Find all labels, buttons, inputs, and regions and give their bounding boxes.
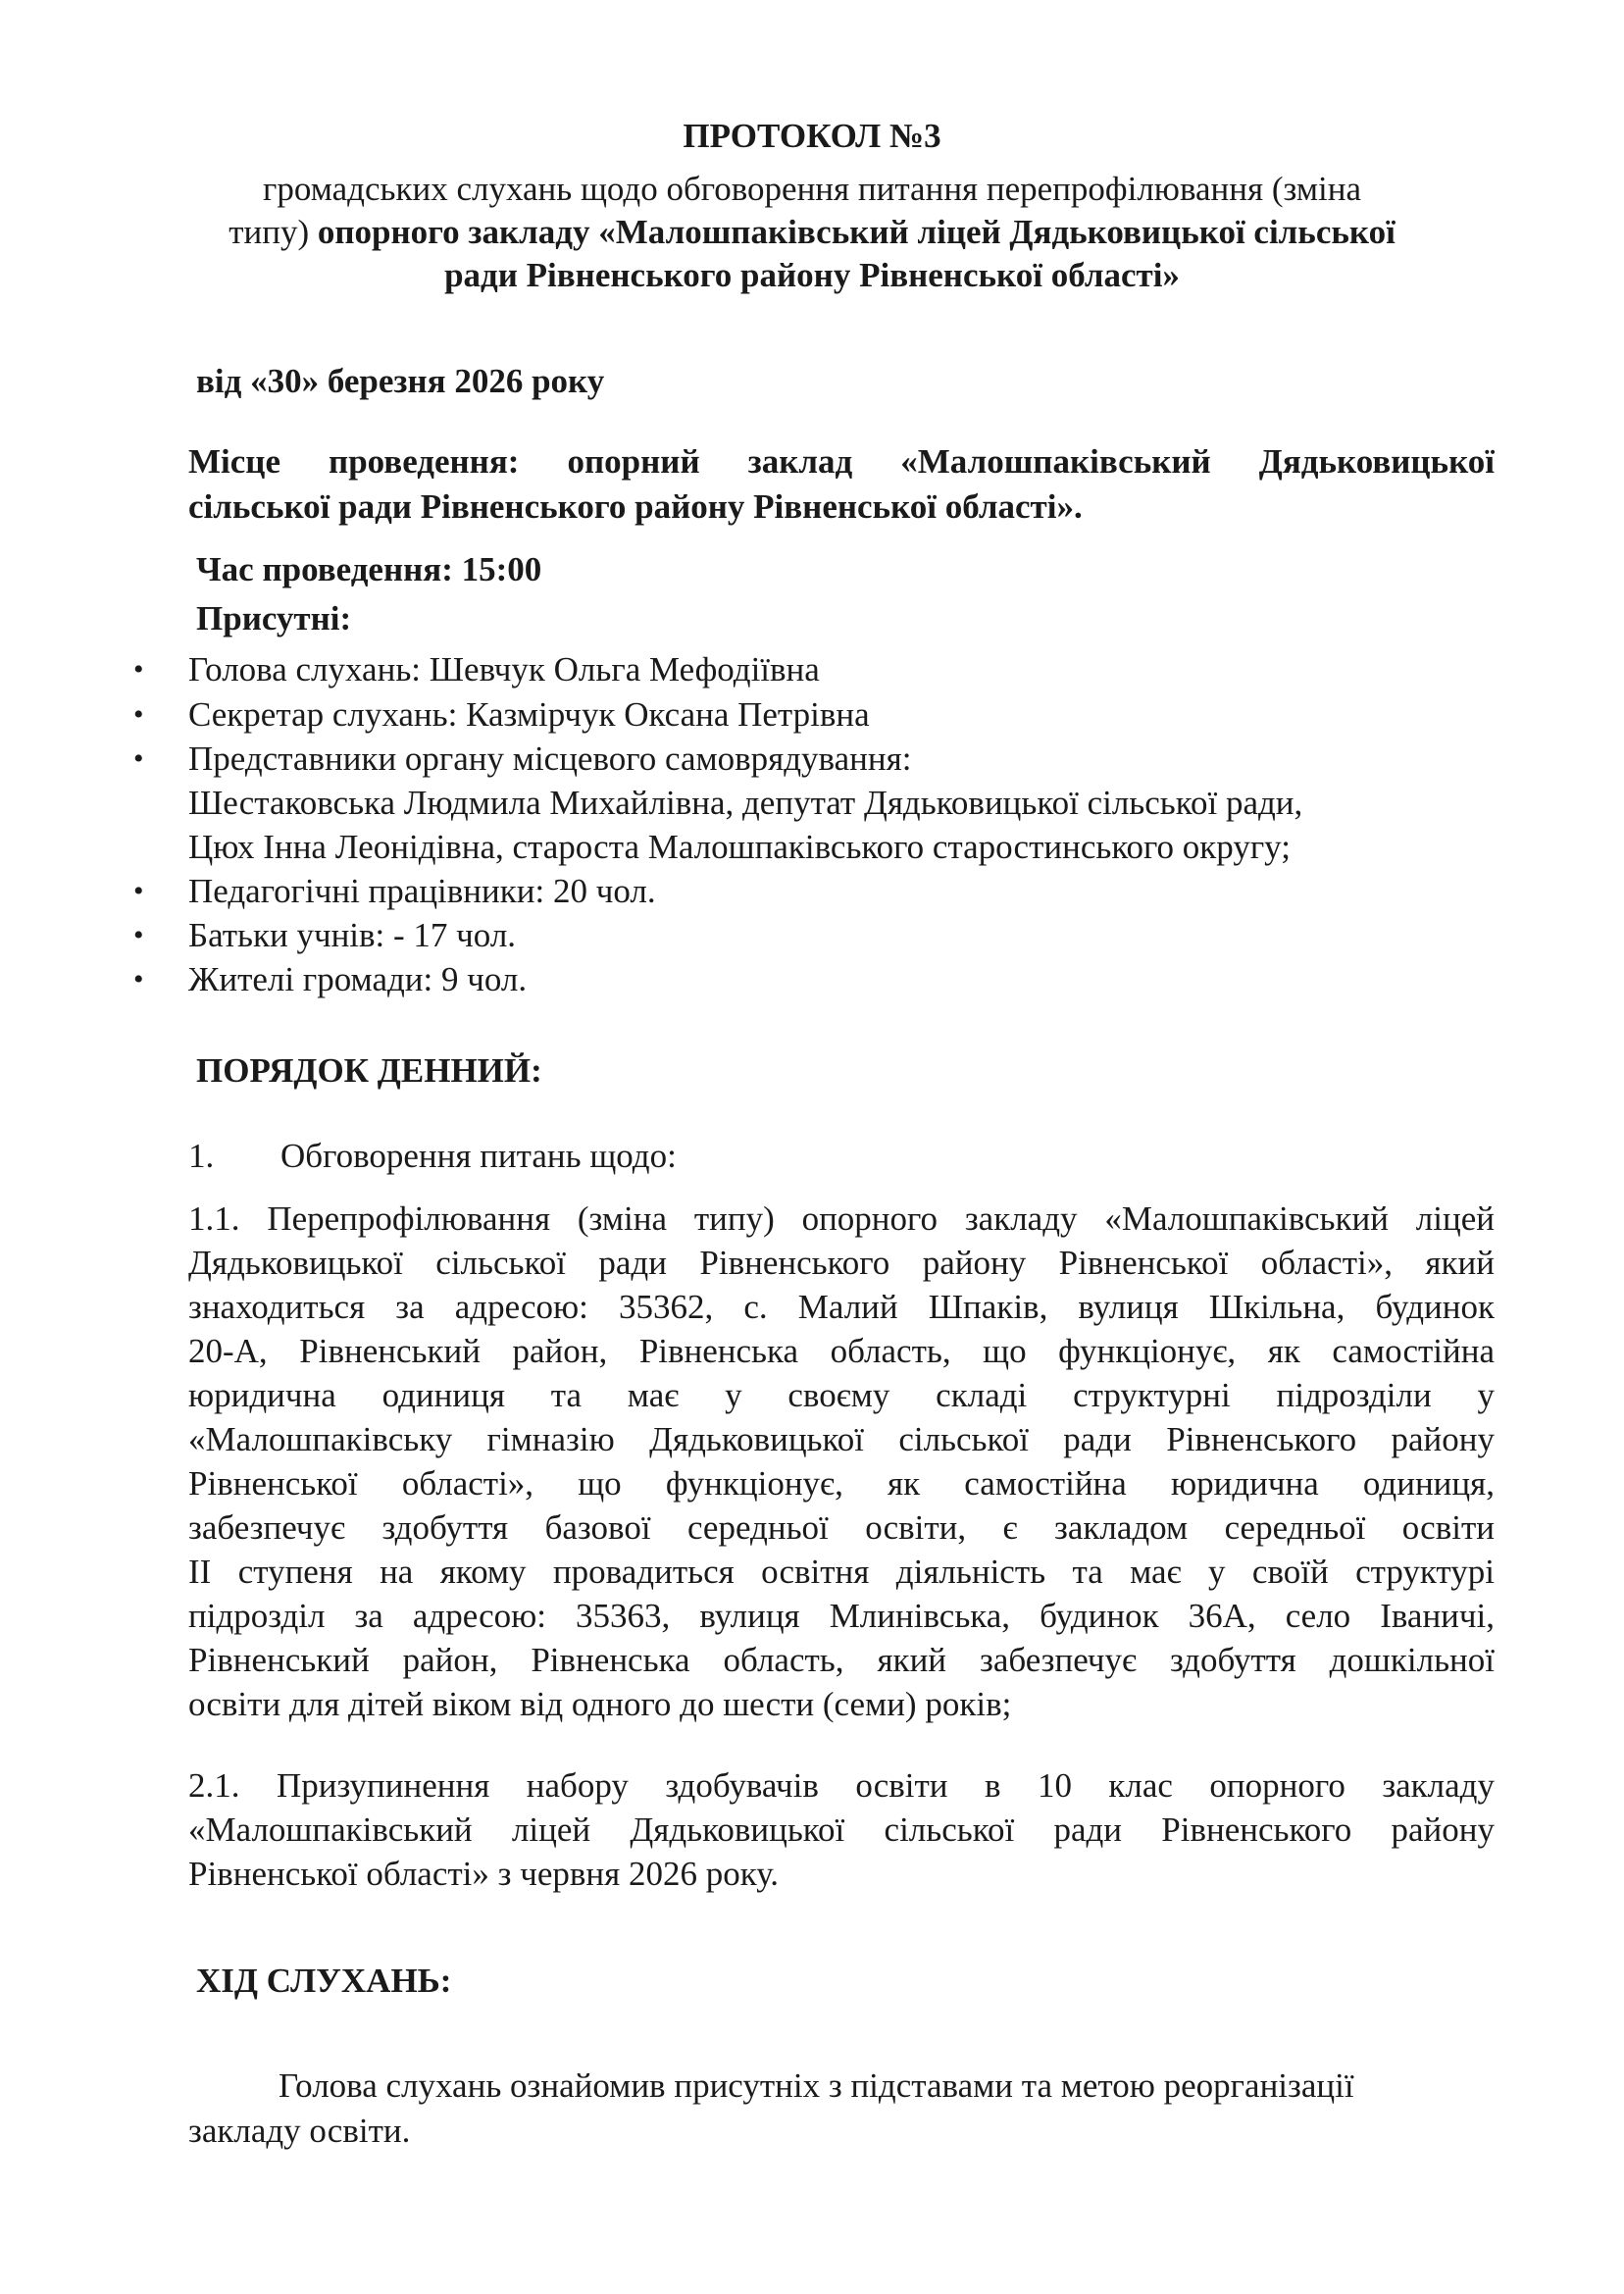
agenda-p1-line: 20-А, Рівненський район, Рівненська область, що функціонує, як самостійна bbox=[188, 1332, 1495, 1370]
agenda-p1-line: 1.1. Перепрофілювання (зміна типу) опорного закладу «Малошпаківський ліцей bbox=[188, 1199, 1495, 1238]
bullet-icon: • bbox=[133, 919, 144, 951]
document-title: ПРОТОКОЛ №3 bbox=[683, 117, 941, 155]
attendee-government: Представники органу місцевого самоврядування: bbox=[188, 739, 912, 778]
bullet-icon: • bbox=[133, 653, 144, 686]
proceedings-heading: ХІД СЛУХАНЬ: bbox=[196, 1962, 452, 2000]
bullet-icon: • bbox=[133, 875, 144, 907]
proceedings-line-1: Голова слухань ознайомив присутніх з підставами та метою реорганізації bbox=[279, 2066, 1354, 2105]
proceedings-line-2: закладу освіти. bbox=[188, 2112, 411, 2150]
agenda-heading: ПОРЯДОК ДЕННИЙ: bbox=[196, 1051, 542, 1090]
agenda-p1-line: юридична одиниця та має у своєму складі структурні підрозділи у bbox=[188, 1376, 1495, 1414]
attendee-parents: Батьки учнів: - 17 чол. bbox=[188, 916, 517, 954]
subtitle-line-2-plain: типу) bbox=[228, 213, 318, 251]
meeting-time: Час проведення: 15:00 bbox=[196, 550, 542, 588]
attendee-government-sub-2: Цюх Інна Леонідівна, староста Малошпаківського старостинського округу; bbox=[188, 828, 1291, 866]
bullet-icon: • bbox=[133, 698, 144, 731]
agenda-p2-line: 2.1. Призупинення набору здобувачів освіти в 10 клас опорного закладу bbox=[188, 1766, 1495, 1805]
agenda-p1-line: ІІ ступеня на якому провадиться освітня діяльність та має у своїй структурі bbox=[188, 1553, 1495, 1591]
agenda-p1-line: Рівненської області», що функціонує, як самостійна юридична одиниця, bbox=[188, 1464, 1495, 1503]
subtitle-line-2 bbox=[0, 212, 1624, 253]
venue-line-2: сільської ради Рівненського району Рівненської області». bbox=[188, 487, 1083, 526]
agenda-p1-line: Рівненський район, Рівненська область, який забезпечує здобуття дошкільної bbox=[188, 1641, 1495, 1679]
bullet-icon: • bbox=[133, 742, 144, 775]
bullet-icon: • bbox=[133, 963, 144, 995]
attendee-government-sub-1: Шестаковська Людмила Михайлівна, депутат Дядьковицької сільської ради, bbox=[188, 784, 1303, 822]
attendee-chair: Голова слухань: Шевчук Ольга Мефодіївна bbox=[188, 650, 820, 688]
attendee-teachers: Педагогічні працівники: 20 чол. bbox=[188, 872, 656, 910]
agenda-p1-line: освіти для дітей віком від одного до шести (семи) років; bbox=[188, 1685, 1012, 1723]
agenda-p1-line: забезпечує здобуття базової середньої освіти, є закладом середньої освіти bbox=[188, 1508, 1495, 1547]
protocol-date: від «30» березня 2026 року bbox=[196, 362, 605, 400]
subtitle-line-1: громадських слухань щодо обговорення питання перепрофілювання (зміна bbox=[263, 170, 1361, 208]
agenda-item-number: 1. bbox=[188, 1137, 215, 1175]
venue-line-1: Місце проведення: опорний заклад «Малошпаківський Дядьковицької bbox=[188, 442, 1495, 481]
agenda-p1-line: Дядьковицької сільської ради Рівненського району Рівненської області», який bbox=[188, 1244, 1495, 1282]
agenda-item-text: Обговорення питань щодо: bbox=[280, 1137, 677, 1175]
subtitle-line-3: ради Рівненського району Рівненської області» bbox=[444, 256, 1180, 294]
present-heading: Присутні: bbox=[196, 599, 352, 637]
agenda-p2-line: «Малошпаківський ліцей Дядьковицької сільської ради Рівненського району bbox=[188, 1810, 1495, 1849]
agenda-p2-line: Рівненської області» з червня 2026 року. bbox=[188, 1855, 779, 1893]
agenda-p1-line: «Малошпаківську гімназію Дядьковицької сільської ради Рівненського району bbox=[188, 1420, 1495, 1458]
agenda-p1-line: знаходиться за адресою: 35362, с. Малий Шпаків, вулиця Шкільна, будинок bbox=[188, 1288, 1495, 1326]
agenda-p1-line: підрозділ за адресою: 35363, вулиця Млинівська, будинок 36А, село Іваничі, bbox=[188, 1597, 1495, 1635]
subtitle-line-2-bold: опорного закладу «Малошпаківський ліцей Дядьковицької сільської bbox=[317, 213, 1396, 251]
attendee-secretary: Секретар слухань: Казмірчук Оксана Петрівна bbox=[188, 695, 870, 734]
attendee-residents: Жителі громади: 9 чол. bbox=[188, 960, 528, 998]
